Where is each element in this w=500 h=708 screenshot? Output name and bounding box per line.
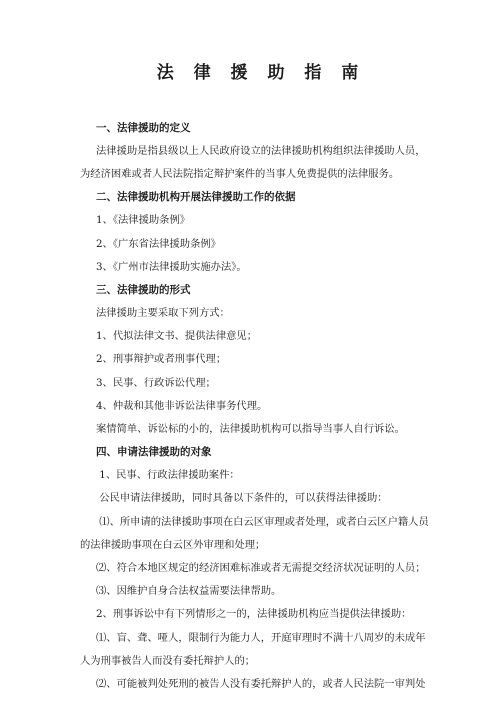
body-line: 为经济困难或者人民法院指定辩护案件的当事人免费提供的法律服务。 xyxy=(80,168,400,181)
body-line: 人为刑事被告人而没有委托辩护人的； xyxy=(80,654,256,667)
list-item: 3、民事、行政诉讼代理； xyxy=(96,376,216,389)
document-title: 法 律 援 助 指 南 xyxy=(156,63,366,83)
section-heading: 四、申请法律援助的对象 xyxy=(96,446,212,459)
list-item: ⑶、因维护自身合法权益需要法律帮助。 xyxy=(96,585,282,598)
list-item: 1、《法律援助条例》 xyxy=(96,214,191,227)
list-item: ⑵、符合本地区规定的经济困难标准或者无需提交经济状况证明的人员； xyxy=(96,562,426,575)
list-item: ⑵、可能被判处死刑的被告人没有委托辩护人的，或者人民法院一审判处 xyxy=(96,678,426,691)
body-line: 法律援助主要采取下列方式： xyxy=(96,307,230,320)
section-basis xyxy=(96,186,418,279)
list-item: 1、民事、行政法律援助案件： xyxy=(96,469,240,482)
list-item: 4、仲裁和其他非诉讼法律事务代理。 xyxy=(96,399,268,412)
section-eligibility xyxy=(80,441,429,696)
list-item: 2、刑事辩护或者刑事代理； xyxy=(96,353,227,366)
section-heading: 三、法律援助的形式 xyxy=(96,284,191,297)
section-heading: 一、法律援助的定义 xyxy=(96,122,191,134)
body-line: 公民申请法律援助，同时具备以下条件的，可以获得法律援助： xyxy=(96,492,388,505)
section-forms xyxy=(96,279,418,441)
list-item: 1、代拟法律文书、提供法律意见； xyxy=(96,330,258,343)
section-heading: 二、法律援助机构开展法律援助工作的依据 xyxy=(96,191,296,204)
list-item: 2、刑事诉讼中有下列情形之一的，法律援助机构应当提供法律援助： xyxy=(96,608,412,621)
list-item: 3、《广州市法律援助实施办法》。 xyxy=(96,260,247,273)
list-item: 2、《广东省法律援助条例》 xyxy=(96,237,221,250)
list-item: ⑴、盲、聋、哑人，限制行为能力人，开庭审理时不满十八周岁的未成年 xyxy=(96,631,426,644)
list-item: ⑴、所申请的法律援助事项在白云区审理或者处理，或者白云区户籍人员 xyxy=(96,515,429,528)
section-definition xyxy=(80,117,426,186)
body-line: 法律援助是指县级以上人民政府设立的法律援助机构组织法律援助人员， xyxy=(96,145,426,157)
body-line: 案情简单、诉讼标的小的，法律援助机构可以指导当事人自行诉讼。 xyxy=(96,423,405,436)
body-line: 的法律援助事项在白云区外审理和处理； xyxy=(80,538,266,551)
